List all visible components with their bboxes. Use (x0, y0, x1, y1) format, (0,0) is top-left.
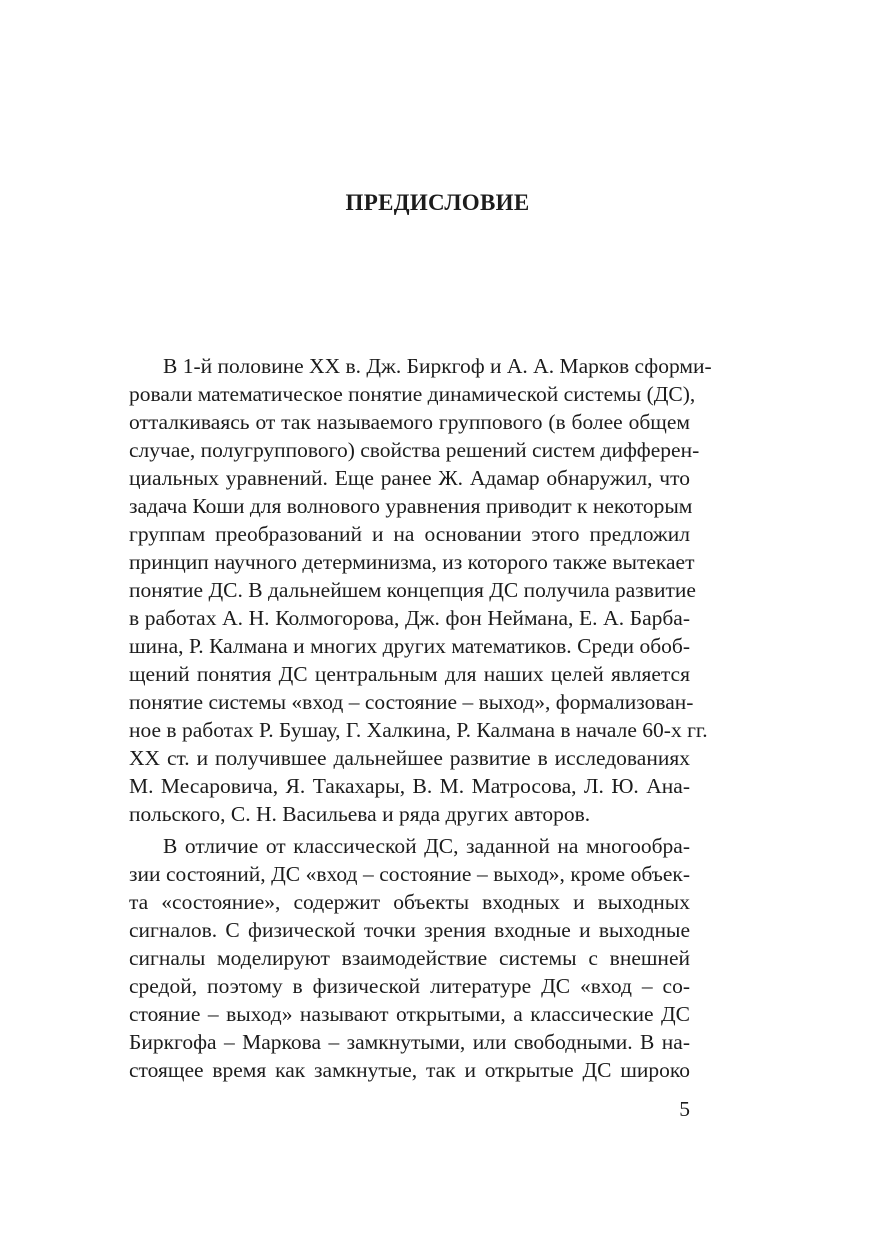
text-line: сигналов. С физической точки зрения входные и выходные (129, 918, 690, 942)
text-line: XX ст. и получившее дальнейшее развитие в исследованиях (129, 746, 690, 770)
page-title: ПРЕДИСЛОВИЕ (345, 190, 530, 215)
text-line: ное в работах Р. Бушау, Г. Халкина, Р. Калмана в начале 60-х гг. (129, 718, 708, 742)
text-line: щений понятия ДС центральным для наших целей является (129, 662, 690, 686)
text-line: та «состояние», содержит объекты входных и выходных (129, 890, 690, 914)
text-line: отталкиваясь от так называемого группового (в более общем (129, 410, 690, 434)
text-line: польского, С. Н. Васильева и ряда других авторов. (129, 802, 591, 826)
page-number: 5 (679, 1097, 690, 1121)
text-line: В 1-й половине XX в. Дж. Биркгоф и А. А. Марков сформи- (163, 354, 712, 378)
text-line: случае, полугруппового) свойства решений систем дифферен- (129, 438, 700, 462)
text-line: стояние – выход» называют открытыми, а классические ДС (129, 1002, 690, 1026)
text-line: Биркгофа – Маркова – замкнутыми, или свободными. В на- (129, 1030, 690, 1054)
text-line: в работах А. Н. Колмогорова, Дж. фон Неймана, Е. А. Барба- (129, 606, 690, 630)
text-line: циальных уравнений. Еще ранее Ж. Адамар обнаружил, что (129, 466, 690, 490)
text-line: М. Месаровича, Я. Такахары, В. М. Матросова, Л. Ю. Ана- (129, 774, 690, 798)
text-line: группам преобразований и на основании этого предложил (129, 522, 690, 546)
text-line: средой, поэтому в физической литературе ДС «вход – со- (129, 974, 690, 998)
text-line: сигналы моделируют взаимодействие системы с внешней (129, 946, 690, 970)
text-line: принцип научного детерминизма, из которого также вытекает (129, 550, 695, 574)
text-line: В отличие от классической ДС, заданной на многообра- (163, 834, 690, 858)
text-line: зии состояний, ДС «вход – состояние – выход», кроме объек- (129, 862, 690, 886)
text-line: стоящее время как замкнутые, так и открытые ДС широко (129, 1058, 690, 1082)
text-line: шина, Р. Калмана и многих других математиков. Среди обоб- (129, 634, 690, 658)
text-line: понятие системы «вход – состояние – выход», формализован- (129, 690, 694, 714)
text-line: понятие ДС. В дальнейшем концепция ДС получила развитие (129, 578, 696, 602)
text-line: задача Коши для волнового уравнения приводит к некоторым (129, 494, 693, 518)
text-line: ровали математическое понятие динамической системы (ДС), (129, 382, 696, 406)
